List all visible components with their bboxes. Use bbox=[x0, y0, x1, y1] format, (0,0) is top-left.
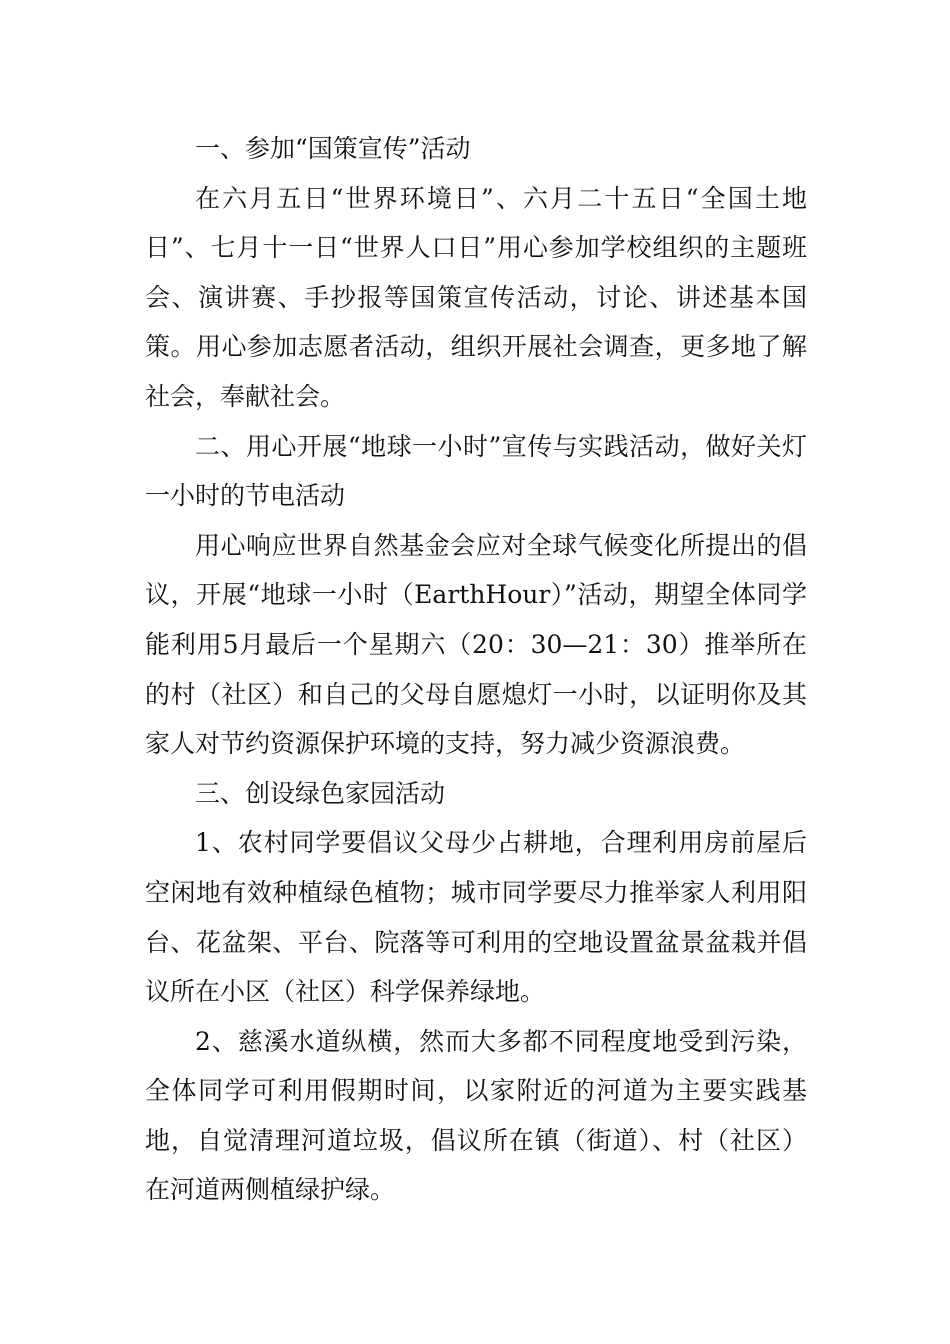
section-heading-1: 一、参加“国策宣传”活动 bbox=[195, 134, 471, 163]
paragraph-2: 用心响应世界自然基金会应对全球气候变化所提出的倡议，开展“地球一小时（EarthHour）”活动，期望全体同学能利用5月最后一个星期六（20：30—21：30）推举所在的村（社区）和自己的父母自愿熄灯一小时，以证明你及其家人对节约资源保护环境的支持，努力减少资源浪费。 bbox=[145, 530, 807, 759]
section-heading-3: 三、创设绿色家园活动 bbox=[195, 778, 446, 808]
document-page bbox=[145, 124, 807, 1215]
paragraph-3: 1、农村同学要倡议父母少占耕地，合理利用房前屋后空闲地有效种植绿色植物；城市同学要尽力推举家人利用阳台、花盆架、平台、院落等可利用的空地设置盆景盆栽并倡议所在小区（社区）科学保养绿地。 bbox=[145, 828, 807, 1007]
paragraph-4: 2、慈溪水道纵横，然而大多都不同程度地受到污染，全体同学可利用假期时间，以家附近的河道为主要实践基地，自觉清理河道垃圾，倡议所在镇（街道）、村（社区）在河道两侧植绿护绿。 bbox=[145, 1026, 807, 1205]
section-heading-2: 二、用心开展“地球一小时”宣传与实践活动，做好关灯一小时的节电活动 bbox=[145, 431, 807, 511]
paragraph-1: 在六月五日“世界环境日”、六月二十五日“全国土地日”、七月十一日“世界人口日”用心参加学校组织的主题班会、演讲赛、手抄报等国策宣传活动，讨论、讲述基本国策。用心参加志愿者活动，组织开展社会调查，更多地了解社会，奉献社会。 bbox=[145, 183, 807, 411]
